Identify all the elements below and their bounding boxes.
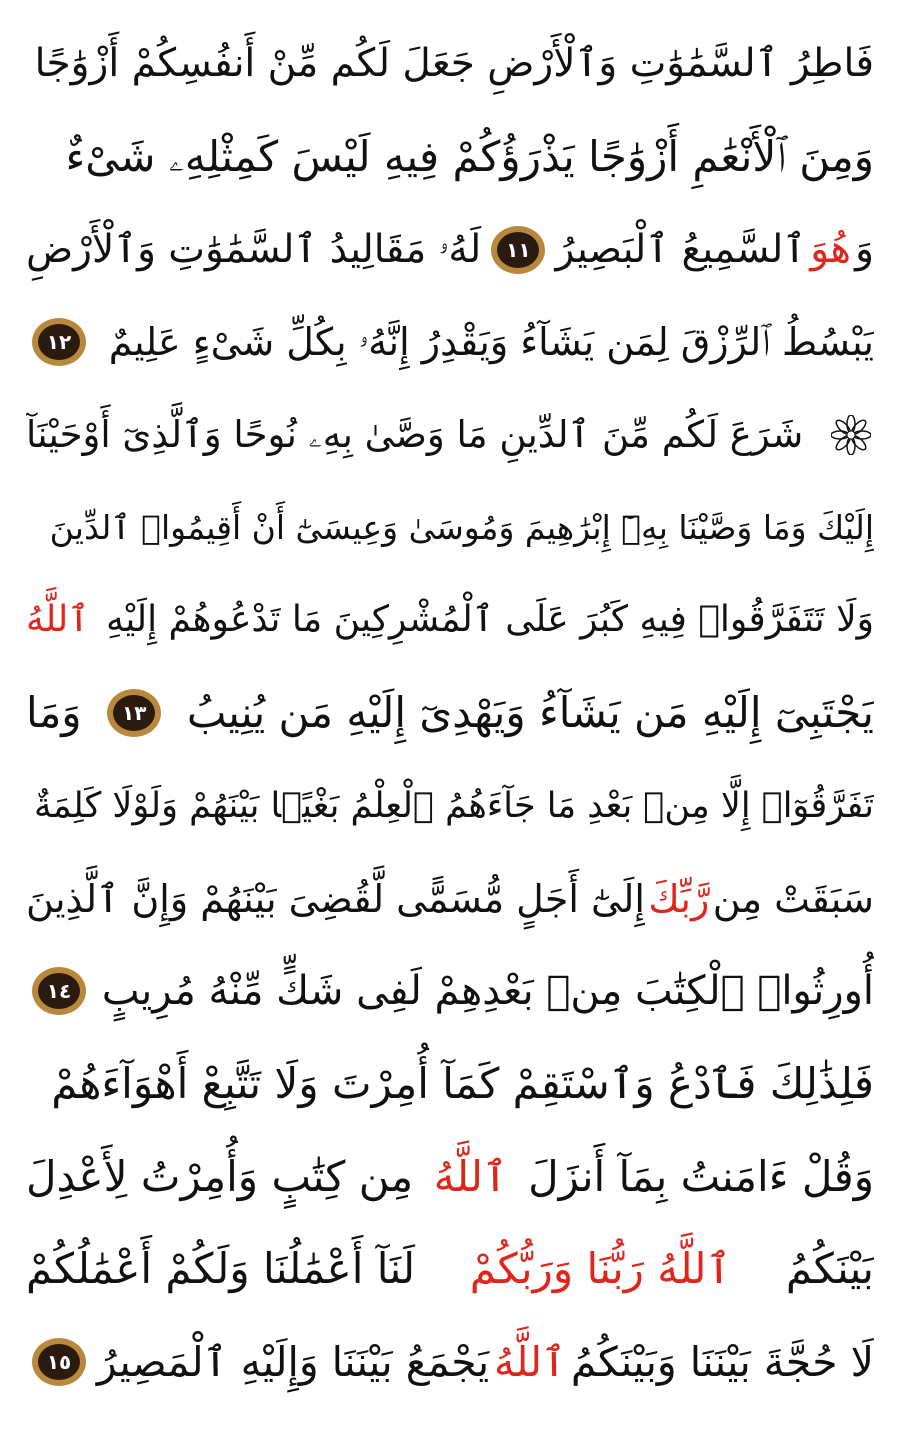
ayah-end-marker-icon bbox=[30, 316, 88, 368]
highlighted-word: ٱللَّهُ bbox=[433, 1151, 508, 1201]
verse-text: إِلَىٰٓ أَجَلٍ مُّسَمًّى لَّقُضِىَ بَيْنَهُمْ وَإِنَّ ٱلَّذِينَ bbox=[26, 876, 645, 921]
verse-text: فَاطِرُ ٱلسَّمَٰوَٰتِ وَٱلْأَرْضِ جَعَلَ لَكُم مِّنْ أَنفُسِكُمْ أَزْوَٰجًا bbox=[34, 41, 874, 87]
ayah-end-marker-icon bbox=[30, 1336, 88, 1388]
verse-text: وَمَا bbox=[26, 688, 82, 738]
verse-text: بَيْنَكُمُ bbox=[785, 1244, 874, 1294]
ayah-number: ١٤ bbox=[46, 979, 72, 1004]
highlighted-word: ٱللَّهُ bbox=[493, 1337, 567, 1386]
verse-text: وَقُلْ ءَامَنتُ بِمَآ أَنزَلَ bbox=[528, 1151, 874, 1201]
verse-text: لَنَآ أَعْمَٰلُنَا وَلَكُمْ أَعْمَٰلُكُمْ bbox=[26, 1244, 415, 1294]
verse-text: سَبَقَتْ مِن bbox=[712, 876, 874, 921]
verse-line bbox=[26, 389, 874, 482]
verse-line bbox=[26, 1038, 874, 1131]
verse-line bbox=[26, 1316, 874, 1409]
verse-text: إِلَيْكَ وَمَا وَصَّيْنَا بِهِۦٓ إِبْرَٰهِيمَ وَمُوسَىٰ وَعِيسَىٰٓ أَنْ أَقِيمُوا۟ ٱلدِّينَ bbox=[49, 507, 874, 547]
ayah-number: ١١ bbox=[506, 237, 531, 262]
verse-line bbox=[26, 18, 874, 111]
verse-line bbox=[26, 481, 874, 574]
verse-text: تَفَرَّقُوٓا۟ إِلَّا مِنۢ بَعْدِ مَا جَآءَهُمُ ٱلْعِلْمُ بَغْيًۢا بَيْنَهُمْ وَلَوْلَا كَلِمَةٌ bbox=[34, 785, 874, 826]
ayah-end-marker-icon bbox=[30, 965, 88, 1017]
verse-text: يَجْمَعُ بَيْنَنَا وَإِلَيْهِ ٱلْمَصِيرُ bbox=[96, 1337, 490, 1386]
verse-text: لَا حُجَّةَ بَيْنَنَا وَبَيْنَكُمُ bbox=[570, 1337, 874, 1386]
verse-text: لَهُۥ مَقَالِيدُ ٱلسَّمَٰوَٰتِ وَٱلْأَرْضِ bbox=[26, 226, 482, 272]
verse-text: وَ bbox=[855, 226, 874, 272]
ayah-end-marker-icon bbox=[489, 224, 547, 276]
ayah-end-marker-icon bbox=[105, 687, 163, 739]
verse-line bbox=[26, 574, 874, 667]
ayah-number: ١٥ bbox=[46, 1349, 72, 1374]
verse-line bbox=[26, 296, 874, 389]
verse-line bbox=[26, 1130, 874, 1223]
ayah-number: ١٣ bbox=[122, 701, 147, 726]
highlighted-word: ٱللَّهُ رَبُّنَا وَرَبُّكُمْ bbox=[469, 1244, 732, 1294]
highlighted-word: ٱللَّهُ bbox=[26, 599, 90, 641]
highlighted-word: هُوَ bbox=[810, 226, 851, 272]
verse-line bbox=[26, 111, 874, 204]
highlighted-word: رَّبِّكَ bbox=[648, 876, 710, 921]
verse-line bbox=[26, 203, 874, 296]
verse-text: وَلَا تَتَفَرَّقُوا۟ فِيهِ كَبُرَ عَلَى ٱلْمُشْرِكِينَ مَا تَدْعُوهُمْ إِلَيْهِ bbox=[105, 599, 874, 641]
verse-text: مِن كِتَٰبٍ وَأُمِرْتُ لِأَعْدِلَ bbox=[26, 1151, 414, 1201]
hizb-star-icon bbox=[828, 412, 874, 458]
verse-text: وَمِنَ ٱلْأَنْعَٰمِ أَزْوَٰجًا يَذْرَؤُكُمْ فِيهِ لَيْسَ كَمِثْلِهِۦ شَىْءٌ bbox=[65, 132, 874, 182]
verse-line bbox=[26, 667, 874, 760]
verse-line bbox=[26, 760, 874, 853]
ayah-number: ١٢ bbox=[46, 330, 72, 355]
verse-line bbox=[26, 945, 874, 1038]
verse-text: ٱلسَّمِيعُ ٱلْبَصِيرُ bbox=[555, 226, 807, 272]
verse-text: يَبْسُطُ ٱلرِّزْقَ لِمَن يَشَآءُ وَيَقْدِرُ إِنَّهُۥ بِكُلِّ شَىْءٍ عَلِيمٌ bbox=[108, 320, 874, 365]
verse-text: شَرَعَ لَكُم مِّنَ ٱلدِّينِ مَا وَصَّىٰ بِهِۦ نُوحًا وَٱلَّذِىٓ أَوْحَيْنَآ bbox=[26, 413, 804, 457]
verse-line bbox=[26, 1223, 874, 1316]
verse-line bbox=[26, 852, 874, 945]
verse-text: يَجْتَبِىٓ إِلَيْهِ مَن يَشَآءُ وَيَهْدِىٓ إِلَيْهِ مَن يُنِيبُ bbox=[186, 688, 874, 738]
verse-text: فَلِذَٰلِكَ فَٱدْعُ وَٱسْتَقِمْ كَمَآ أُمِرْتَ وَلَا تَتَّبِعْ أَهْوَآءَهُمْ bbox=[51, 1058, 874, 1108]
verse-text: أُورِثُوا۟ ٱلْكِتَٰبَ مِنۢ بَعْدِهِمْ لَفِى شَكٍّ مِّنْهُ مُرِيبٍ bbox=[101, 968, 874, 1015]
